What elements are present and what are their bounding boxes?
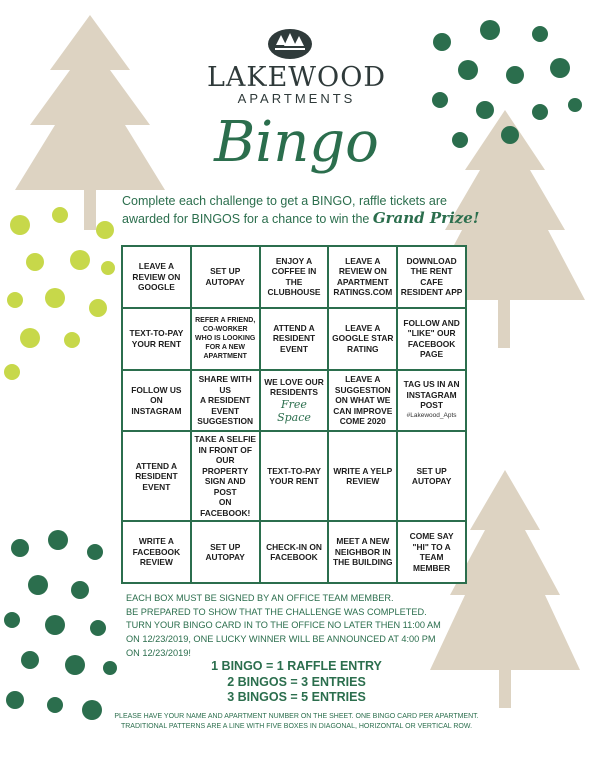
cell-text-line: ON bbox=[150, 395, 163, 406]
brand-name: LAKEWOOD bbox=[207, 62, 386, 93]
cell-text-line: ON FACEBOOK! bbox=[200, 497, 251, 518]
cell-text-line: INSTAGRAM bbox=[131, 405, 182, 416]
bingo-cell[interactable] bbox=[261, 522, 328, 582]
rule-line: ON 12/23/2019! bbox=[126, 647, 191, 658]
cell-text-line: FACEBOOK bbox=[270, 552, 318, 563]
cell-text-line: SUGGESTION bbox=[334, 384, 391, 395]
bingo-cell[interactable] bbox=[192, 432, 259, 520]
cell-text-line: COFFEE IN THE bbox=[271, 266, 317, 287]
cell-text-line: REVIEW bbox=[346, 476, 380, 487]
free-space-label: Space bbox=[277, 410, 311, 424]
cell-text-line: EVENT bbox=[280, 343, 308, 354]
cell-text-line: LEAVE A bbox=[138, 261, 175, 272]
rule-line: TURN YOUR BINGO CARD IN TO THE OFFICE NO LATER THEN 11:00 AM bbox=[126, 620, 441, 631]
cell-text-line: RESIDENT bbox=[272, 333, 316, 344]
cell-text-line: NEIGHBOR IN bbox=[334, 546, 391, 557]
cell-text-line: ATTEND A bbox=[273, 322, 315, 333]
footer-note bbox=[0, 712, 593, 732]
cell-text-line: COME 2020 bbox=[339, 416, 386, 427]
cell-text-line: EVENT bbox=[142, 481, 171, 492]
pine-trees-oval-icon bbox=[267, 28, 313, 60]
cell-text-line: "LIKE" OUR bbox=[407, 328, 456, 339]
footer-line: TRADITIONAL PATTERNS ARE A LINE WITH FIVE BOXES IN DIAGONAL, HORIZONTAL OR VERTICAL ROW. bbox=[120, 723, 473, 730]
cell-text-line: FACEBOOK bbox=[132, 546, 181, 557]
cell-text-line: WRITE A bbox=[138, 536, 174, 547]
rule-line: EACH BOX MUST BE SIGNED BY AN OFFICE TEAM MEMBER. bbox=[126, 593, 394, 603]
bingo-cell[interactable] bbox=[192, 371, 259, 431]
cell-text-line: EVENT bbox=[211, 405, 240, 416]
cell-text-line: MEMBER bbox=[412, 562, 451, 573]
cell-text-line: OUR PROPERTY bbox=[202, 455, 249, 476]
cell-text-line: APARTMENT bbox=[336, 276, 389, 287]
cell-text-line: AUTOPAY bbox=[205, 552, 245, 563]
cell-text-line: DOWNLOAD bbox=[406, 255, 457, 266]
bingo-cell[interactable] bbox=[261, 309, 328, 369]
free-space-cell[interactable] bbox=[261, 371, 328, 431]
cell-text-line: SIGN AND POST bbox=[204, 476, 246, 497]
cell-text-line: RESIDENTS bbox=[270, 387, 318, 398]
grand-prize-label: Grand Prize! bbox=[372, 209, 480, 227]
bingo-cell[interactable] bbox=[329, 432, 396, 520]
bingo-cell[interactable] bbox=[192, 247, 259, 307]
cell-text-line: REFER A FRIEND, bbox=[195, 317, 256, 325]
cell-text-line: RESIDENT bbox=[135, 471, 178, 481]
cell-text-line: TAG US IN AN bbox=[403, 379, 460, 390]
cell-text-line: TEAM bbox=[419, 552, 444, 563]
bingo-grid bbox=[121, 245, 467, 584]
free-space-label: Free bbox=[281, 397, 307, 411]
bingo-cell[interactable] bbox=[192, 522, 259, 582]
bingo-cell[interactable] bbox=[123, 432, 190, 520]
bingo-cell[interactable] bbox=[123, 522, 190, 582]
cell-text-line: TEXT-TO-PAY bbox=[267, 465, 321, 476]
bingo-cell[interactable] bbox=[261, 432, 328, 520]
cell-text-line: TAKE A SELFIE bbox=[194, 434, 256, 445]
cell-text-line: WRITE A YELP bbox=[333, 465, 393, 476]
cell-text-line: YOUR RENT bbox=[131, 338, 182, 349]
cell-text-line: SET UP bbox=[210, 266, 241, 277]
cell-text-line: FACEBOOK bbox=[407, 338, 456, 349]
cell-text-line: FOLLOW US bbox=[131, 384, 182, 395]
cell-text-line: "HI" TO A bbox=[412, 541, 451, 552]
cell-text-line: PAGE bbox=[420, 349, 444, 360]
cell-text-line: RATING bbox=[347, 343, 379, 354]
bingo-cell[interactable] bbox=[398, 522, 465, 582]
cell-text-line: ATTEND A bbox=[135, 460, 178, 471]
rules-text bbox=[126, 592, 466, 661]
cell-text-line: SUGGESTION bbox=[197, 416, 254, 427]
cell-text-line: LEAVE A bbox=[345, 374, 381, 385]
cell-text-line: WE LOVE OUR bbox=[264, 376, 324, 387]
cell-text-line: SHARE WITH US bbox=[198, 374, 252, 395]
cell-text-line: REVIEW bbox=[139, 557, 173, 568]
cell-text-line: RATINGS.COM bbox=[333, 287, 393, 298]
cell-text-line: MEET A NEW bbox=[336, 536, 390, 547]
bingo-cell[interactable] bbox=[123, 247, 190, 307]
bingo-cell[interactable] bbox=[329, 247, 396, 307]
bingo-cell[interactable] bbox=[261, 247, 328, 307]
cell-text-line: INSTAGRAM bbox=[406, 389, 457, 400]
cell-text-line: YOUR RENT bbox=[269, 476, 319, 487]
cell-text-line: ON WHAT WE bbox=[335, 395, 391, 406]
cell-text-line: THE BUILDING bbox=[333, 557, 393, 568]
cell-text-line: REVIEW ON bbox=[338, 266, 387, 277]
bingo-cell[interactable] bbox=[123, 371, 190, 431]
intro-body: Complete each challenge to get a BINGO, raffle tickets are awarded for BINGOS for a chance to win the bbox=[122, 194, 447, 226]
rule-line: BE PREPARED TO SHOW THAT THE CHALLENGE WAS COMPLETED. bbox=[126, 606, 427, 617]
cell-text-line: CAFE bbox=[420, 276, 443, 287]
cell-text-line: CO-WORKER bbox=[202, 326, 248, 334]
prize-line: 3 BINGOS = 5 ENTRIES bbox=[227, 690, 366, 704]
cell-text-line: APARTMENT bbox=[203, 353, 247, 361]
cell-text-line: SET UP bbox=[416, 465, 447, 476]
bingo-cell[interactable] bbox=[192, 309, 259, 369]
cell-text-line: AUTOPAY bbox=[411, 476, 452, 487]
cell-text-line: GOOGLE STAR bbox=[332, 333, 394, 344]
cell-text-line: LEAVE A bbox=[345, 255, 381, 266]
bingo-cell[interactable] bbox=[123, 309, 190, 369]
cell-text-line: TEXT-TO-PAY bbox=[129, 328, 184, 339]
footer-line: PLEASE HAVE YOUR NAME AND APARTMENT NUMBER ON THE SHEET. ONE BINGO CARD PER APARTMENT. bbox=[114, 713, 479, 720]
bingo-cell[interactable] bbox=[398, 309, 465, 369]
bingo-cell[interactable] bbox=[329, 522, 396, 582]
cell-text-line: THE RENT bbox=[410, 266, 453, 277]
cell-text-line: POST bbox=[420, 400, 443, 411]
cell-text-line: REVIEW ON bbox=[132, 271, 181, 282]
cell-text-line: A RESIDENT bbox=[199, 395, 251, 406]
cell-text-line: CAN IMPROVE bbox=[333, 405, 393, 416]
bingo-cell[interactable] bbox=[398, 247, 465, 307]
prize-line: 1 BINGO = 1 RAFFLE ENTRY bbox=[211, 659, 382, 673]
cell-text-line: SET UP bbox=[210, 541, 241, 552]
cell-text-line: CHECK-IN ON bbox=[266, 541, 322, 552]
cell-text-line: FOLLOW AND bbox=[403, 317, 460, 328]
cell-text-line: WHO IS LOOKING bbox=[195, 335, 256, 343]
bingo-cell[interactable] bbox=[329, 371, 396, 431]
hashtag: #Lakewood_Apts bbox=[406, 411, 457, 419]
cell-text-line: IN FRONT OF bbox=[198, 444, 252, 455]
bingo-cell[interactable] bbox=[398, 432, 465, 520]
cell-text-line: LEAVE A bbox=[345, 322, 381, 333]
cell-text-line: COME SAY bbox=[409, 531, 454, 542]
cell-text-line: RESIDENT APP bbox=[400, 287, 463, 298]
cell-text-line: CLUBHOUSE bbox=[267, 287, 321, 298]
cell-text-line: FOR A NEW bbox=[205, 344, 245, 352]
brand-subtitle: APARTMENTS bbox=[237, 91, 356, 106]
lime-dots bbox=[4, 207, 115, 380]
cell-text-line: GOOGLE bbox=[138, 282, 175, 293]
cell-text-line: ENJOY A bbox=[275, 255, 313, 266]
rule-line: ON 12/23/2019, ONE LUCKY WINNER WILL BE ANNOUNCED AT 4:00 PM bbox=[126, 634, 436, 645]
prize-line: 2 BINGOS = 3 ENTRIES bbox=[227, 674, 366, 689]
prize-list bbox=[0, 659, 593, 706]
intro-text bbox=[122, 193, 482, 228]
page-title: Bingo bbox=[214, 110, 379, 175]
bingo-cell[interactable] bbox=[329, 309, 396, 369]
cell-text-line: AUTOPAY bbox=[205, 276, 245, 287]
bingo-cell[interactable] bbox=[398, 371, 465, 431]
